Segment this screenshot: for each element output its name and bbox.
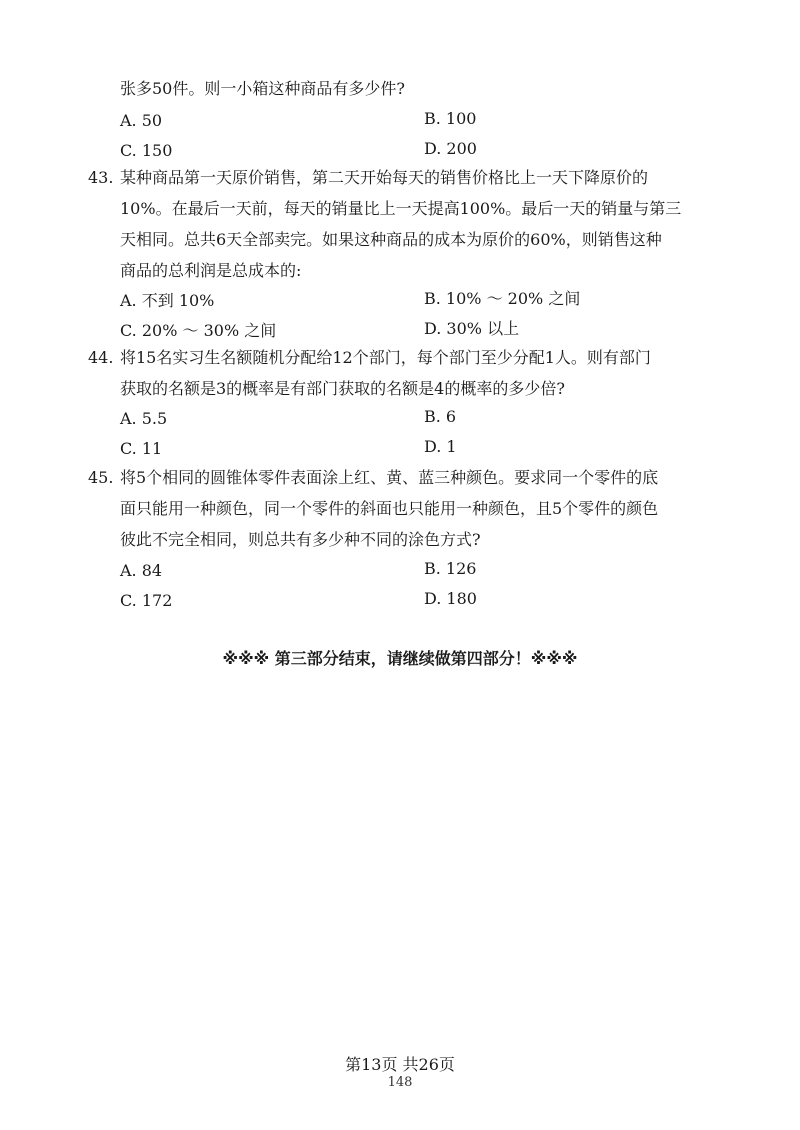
q43-text-line-2: 10%。在最后一天前，每天的销量比上一天提高100%。最后一天的销量与第三 <box>120 199 682 218</box>
q44-number: 44. <box>88 348 114 367</box>
q45-option-b: B. 126 <box>424 559 477 578</box>
page-indicator: 第13页 共26页 <box>345 1055 455 1074</box>
q45-option-c: C. 172 <box>120 591 173 610</box>
q44-option-d: D. 1 <box>424 437 457 456</box>
q44-text-line-2: 获取的名额是3的概率是有部门获取的名额是4的概率的多少倍? <box>120 379 565 398</box>
q42-continuation: 张多50件。则一小箱这种商品有多少件? <box>120 79 405 98</box>
section-end-note: ※※※ 第三部分结束，请继续做第四部分！※※※ <box>222 649 578 668</box>
q44-text-line-1: 将15名实习生名额随机分配给12个部门，每个部门至少分配1人。则有部门 <box>120 348 651 367</box>
q45-number: 45. <box>88 468 114 487</box>
q42-option-d: D. 200 <box>424 139 477 158</box>
q43-number: 43. <box>88 168 114 187</box>
q43-option-c: C. 20% ～ 30% 之间 <box>120 321 277 340</box>
q45-text-line-2: 面只能用一种颜色，同一个零件的斜面也只能用一种颜色，且5个零件的颜色 <box>120 499 659 518</box>
q42-option-c: C. 150 <box>120 141 173 160</box>
q45-option-a: A. 84 <box>120 561 163 580</box>
q43-text-line-4: 商品的总利润是总成本的: <box>120 261 302 280</box>
q44-option-b: B. 6 <box>424 407 457 426</box>
q45-text-line-1: 将5个相同的圆锥体零件表面涂上红、黄、蓝三种颜色。要求同一个零件的底 <box>120 468 659 487</box>
q43-option-a: A. 不到 10% <box>120 291 215 310</box>
page-number: 148 <box>387 1075 413 1090</box>
q42-option-b: B. 100 <box>424 109 477 128</box>
q44-option-a: A. 5.5 <box>120 409 168 428</box>
q45-text-line-3: 彼此不完全相同，则总共有多少种不同的涂色方式? <box>120 530 481 549</box>
q43-text-line-1: 某种商品第一天原价销售，第二天开始每天的销售价格比上一天下降原价的 <box>120 168 649 187</box>
q45-option-d: D. 180 <box>424 589 477 608</box>
q43-option-d: D. 30% 以上 <box>424 319 520 338</box>
q44-option-c: C. 11 <box>120 439 163 458</box>
q42-option-a: A. 50 <box>120 111 163 130</box>
q43-option-b: B. 10% ～ 20% 之间 <box>424 289 581 308</box>
q43-text-line-3: 天相同。总共6天全部卖完。如果这种商品的成本为原价的60%，则销售这种 <box>120 230 662 249</box>
